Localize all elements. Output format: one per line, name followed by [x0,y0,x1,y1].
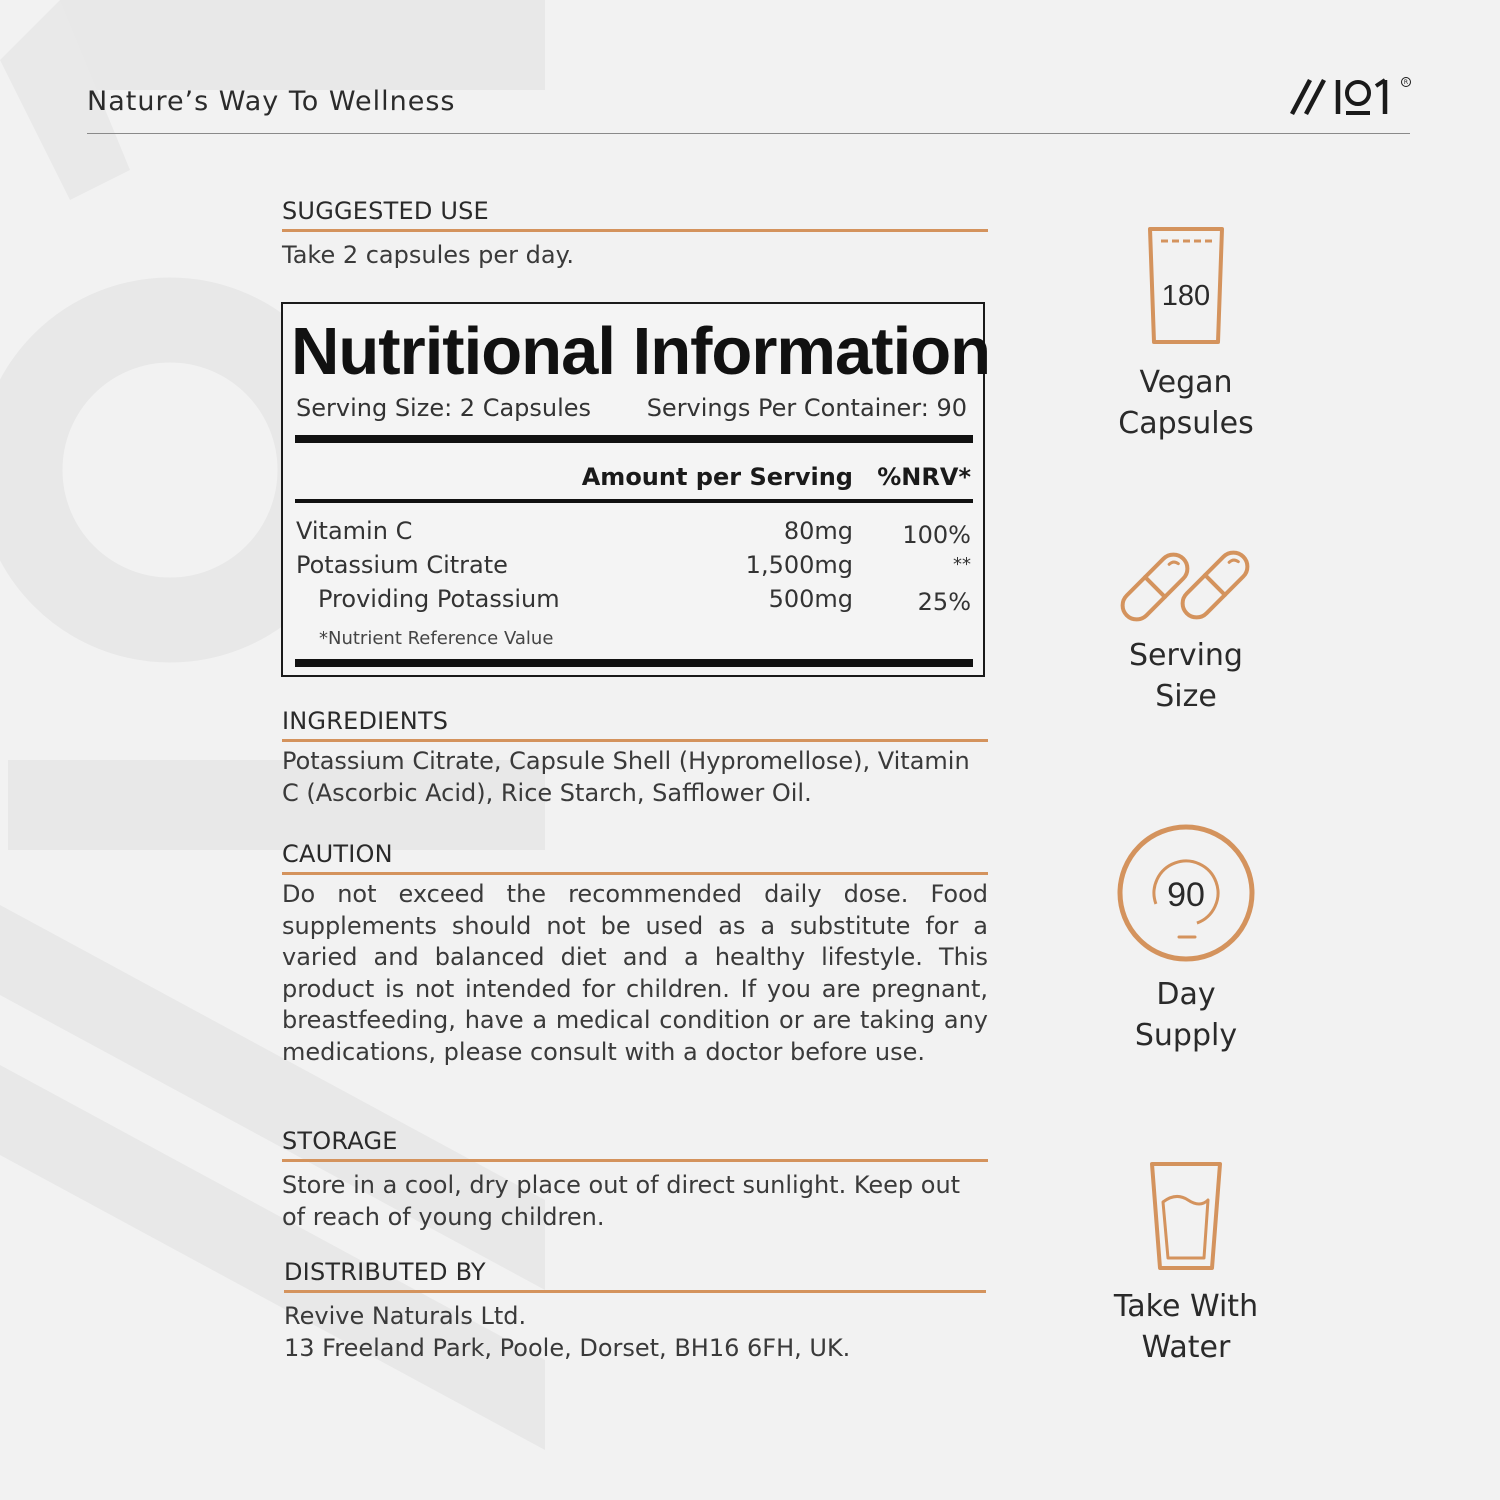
section-text: Potassium Citrate, Capsule Shell (Hypromellose), Vitamin C (Ascorbic Acid), Rice Starch, Safflower Oil. [282,747,970,807]
nutrient-amount: 1,500mg [745,551,853,579]
feature-label: Serving [1129,638,1243,673]
nutrient-name: Vitamin C [296,517,413,545]
nutrient-name: Potassium Citrate [296,551,508,579]
nrv-footnote: *Nutrient Reference Value [319,628,554,649]
section-divider [282,739,988,742]
nutrient-amount: 80mg [783,517,853,545]
feature-label: Size [1155,679,1217,714]
pouch-count: 180 [1161,280,1211,312]
section-text: Store in a cool, dry place out of direct sunlight. Keep out of reach of young children. [282,1171,961,1231]
feature-vegan-capsules [1086,222,1286,444]
storage-section [282,1126,988,1233]
section-heading: SUGGESTED USE [282,197,489,225]
supply-days: 90 [1167,876,1205,914]
section-heading: CAUTION [282,840,393,868]
tagline: Nature’s Way To Wellness [87,86,456,117]
feature-label: Day [1156,977,1216,1012]
feature-label: Capsules [1118,406,1254,441]
section-divider [282,1159,988,1162]
section-divider [282,872,988,875]
glass-of-water-icon [1146,1158,1226,1274]
nutrient-name: Providing Potassium [318,585,560,613]
section-divider [284,1290,986,1293]
header-divider [87,133,1410,134]
nrv-column-header: %NRV* [877,463,971,491]
nutrition-facts-panel [281,302,991,677]
distributor-name: Revive Naturals Ltd. [284,1302,527,1330]
caution-section [282,839,988,1068]
section-heading: DISTRIBUTED BY [284,1258,486,1286]
capsules-icon [1116,545,1256,627]
feature-label: Supply [1134,1018,1238,1053]
svg-text:R: R [1403,79,1409,86]
nutrition-divider-thick [295,659,973,667]
dial-icon [1115,822,1257,964]
section-divider [282,229,988,232]
feature-label: Water [1141,1330,1231,1365]
pouch-icon [1136,222,1236,352]
nutrient-nrv: ** [953,554,971,575]
amount-column-header: Amount per Serving [581,463,853,491]
nutrient-amount: 500mg [768,585,853,613]
section-text: Do not exceed the recommended daily dose. Food supplements should not be used as a substitute for a varied and balanced diet and a healthy lifestyle. This product is not intended for children. If you are pregnant, breastfeeding, have a medical condition or are taking any medications, please consult with a doctor before use. [282,880,988,1066]
feature-label: Vegan [1139,365,1233,400]
distributor-address: 13 Freeland Park, Poole, Dorset, BH16 6FH, UK. [284,1333,851,1362]
nutrition-divider [295,499,973,503]
suggested-use-section [282,196,988,272]
nutrient-nrv: 25% [917,588,971,616]
ingredients-section [282,706,988,809]
feature-label: Take With [1113,1289,1259,1324]
nutrition-divider-thick [295,435,973,443]
servings-per-container: Servings Per Container: 90 [646,394,967,422]
feature-take-with-water [1086,1158,1286,1368]
nutrition-title: Nutritional Information [291,314,991,389]
feature-serving-size [1086,545,1286,717]
section-heading: STORAGE [282,1127,398,1155]
distributed-by-section [284,1257,986,1364]
section-heading: INGREDIENTS [282,707,449,735]
nutrient-nrv: 100% [902,521,971,549]
serving-size: Serving Size: 2 Capsules [296,394,592,422]
feature-day-supply [1086,822,1286,1056]
brand-logo [1288,74,1418,122]
section-text: Take 2 capsules per day. [282,241,574,269]
